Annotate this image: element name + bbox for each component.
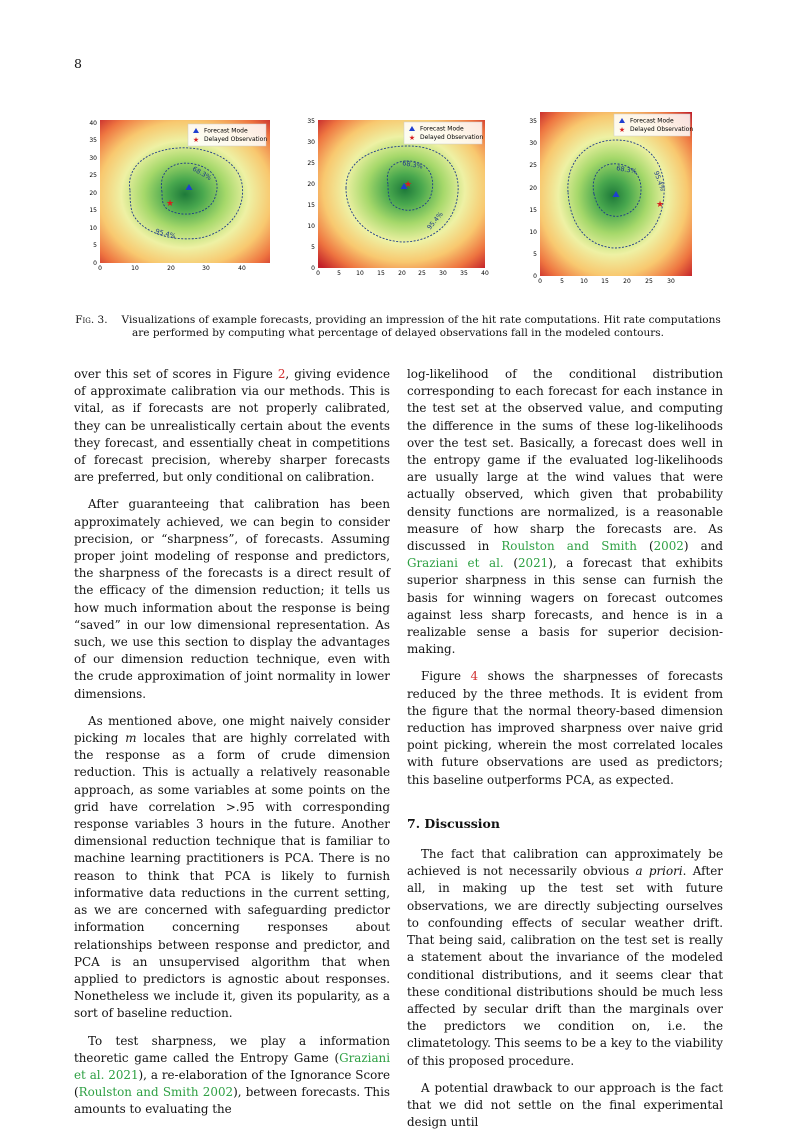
y-tick: 15 xyxy=(89,207,97,214)
citation-link[interactable]: Roulston and Smith 2002 xyxy=(78,1085,234,1100)
figure-ref-link[interactable]: 4 xyxy=(470,669,479,684)
y-tick: 15 xyxy=(529,207,537,214)
contour-label-68: 68.3% xyxy=(191,164,213,183)
y-tick: 30 xyxy=(529,140,537,147)
legend-observation-icon: ★ xyxy=(192,136,200,144)
y-tick: 35 xyxy=(307,118,315,125)
x-tick: 40 xyxy=(481,270,489,277)
text-run: ), a forecast that exhibits superior sharpness in this sense can furnish the basis for winning wagers on forecast outcomes against less sharp forecasts, and hence is in a realizable sense a basis for superior decision-making. xyxy=(407,556,724,657)
math-var: m xyxy=(125,731,137,746)
x-tick: 30 xyxy=(439,270,447,277)
text-run: As mentioned above, one might naively consider picking xyxy=(74,713,390,746)
text-run: , giving evidence of approximate calibration via our methods. This is vital, as if forecasts are not properly calibrated, they can be unrealistically certain about the events they forecast, and essentially cheat in competitions of forecast precision, whereby sharper forecasts are preferred, but only conditional on calibration. xyxy=(74,367,390,485)
y-tick: 30 xyxy=(307,139,315,146)
contour-label-95: 95.4% xyxy=(652,169,667,193)
paragraph: A potential drawback to our approach is the fact that we did not settle on the final experimental design until xyxy=(407,1080,723,1130)
page-number: 8 xyxy=(74,56,82,71)
heatmap-plot xyxy=(307,118,489,277)
figure-label: Fig. 3. xyxy=(75,314,108,326)
y-tick: 30 xyxy=(89,155,97,162)
text-run: Figure xyxy=(421,669,471,684)
x-axis xyxy=(538,278,675,285)
citation-link[interactable]: 2002 xyxy=(653,539,684,554)
y-tick: 40 xyxy=(89,120,97,127)
x-tick: 25 xyxy=(418,270,426,277)
y-axis xyxy=(307,118,315,272)
x-tick: 35 xyxy=(460,270,468,277)
left-column xyxy=(74,366,390,1129)
emphasis: a priori xyxy=(635,864,683,879)
y-tick: 5 xyxy=(93,242,97,249)
legend-forecast-label: Forecast Mode xyxy=(204,127,248,135)
paragraph xyxy=(74,1033,390,1119)
y-tick: 20 xyxy=(307,181,315,188)
x-tick: 10 xyxy=(356,270,364,277)
x-tick: 20 xyxy=(167,265,175,272)
right-column xyxy=(407,366,723,1141)
x-tick: 10 xyxy=(131,265,139,272)
contour-label-95: 95.4% xyxy=(425,210,445,232)
delayed-observation-marker: ★ xyxy=(655,200,665,210)
figure-panel-right xyxy=(529,112,694,285)
figure-ref-link[interactable]: 2 xyxy=(277,367,286,381)
y-tick: 35 xyxy=(529,118,537,125)
x-tick: 25 xyxy=(645,278,653,285)
y-tick: 20 xyxy=(89,190,97,197)
paragraph: After guaranteeing that calibration has been approximately achieved, we can begin to consider precision, or “sharpness”, of forecasts. Assuming proper joint modeling of response and predictors, the sharpness of the forecasts is a direct result of the efficacy of the dimension reduction; it tells us how much information about the response is being “saved” in our low dimensional representation. As such, we use this section to display the advantages of our dimension reduction technique, even with the crude approximation of joint normality in lower dimensions. xyxy=(74,497,390,701)
legend-observation-icon: ★ xyxy=(618,126,626,134)
figure-caption xyxy=(74,314,722,340)
y-axis xyxy=(529,118,537,280)
caption-text: Visualizations of example forecasts, providing an impression of the hit rate computations. Hit rate computations are performed by computing what percentage of delayed observations fall in the modeled contours. xyxy=(121,314,721,339)
y-tick: 5 xyxy=(533,251,537,258)
y-tick: 10 xyxy=(307,223,315,230)
delayed-observation-marker: ★ xyxy=(165,199,175,209)
text-run: shows the sharpnesses of forecasts reduced by the three methods. It is evident from the figure that the normal theory-based dimension reduction has improved sharpness over naive grid point picking, wherein the most correlated locales with future observations are used as predictors; this baseline outperforms PCA, as expected. xyxy=(407,669,724,787)
citation-link[interactable]: Graziani et al. xyxy=(407,556,504,571)
paragraph xyxy=(74,713,390,1023)
y-tick: 20 xyxy=(529,185,537,192)
x-tick: 20 xyxy=(623,278,631,285)
y-tick: 25 xyxy=(529,162,537,169)
text-run: ( xyxy=(503,556,518,571)
x-tick: 15 xyxy=(377,270,385,277)
y-tick: 0 xyxy=(93,260,97,267)
y-tick: 0 xyxy=(311,265,315,272)
text-run: The fact that calibration can approximately be achieved is not necessarily obvious xyxy=(407,847,723,879)
x-tick: 5 xyxy=(560,278,564,285)
text-run: ( xyxy=(636,539,654,554)
x-tick: 0 xyxy=(98,265,102,272)
text-run: ) and xyxy=(683,539,723,554)
legend-forecast-label: Forecast Mode xyxy=(420,125,464,133)
legend-observation-icon: ★ xyxy=(408,134,416,142)
text-run: To test sharpness, we play a information theoretic game called the Entropy Game ( xyxy=(74,1033,390,1065)
y-tick: 10 xyxy=(89,225,97,232)
y-axis xyxy=(89,120,97,267)
heatmap-plot xyxy=(89,120,270,272)
text-run: locales that are highly correlated with the response as a form of crude dimension reduction. This is actually a relatively reasonable approach, as some variables at some points on the grid have correlation >.95 with corresponding response variables 3 hours in the future. Another dimensional reduction technique that is familiar to machine learning practitioners is PCA. There is no reason to think that PCA is likely to furnish informative data reductions in the current setting, as we are concerned with safeguarding predictor information concerning responses about relationships between response and predictor, and PCA is an unsupervised algorithm that when applied to predictors is agnostic about responses. Nonetheless we include it, given its popularity, as a sort of baseline reduction. xyxy=(74,731,390,1021)
text-run: ), a re-elaboration of the Ignorance Score ( xyxy=(74,1067,390,1100)
delayed-observation-marker: ★ xyxy=(403,180,413,190)
x-tick: 0 xyxy=(538,278,542,285)
x-tick: 10 xyxy=(580,278,588,285)
section-heading: 7. Discussion xyxy=(407,815,500,831)
text-run: log-likelihood of the conditional distribution corresponding to each forecast for each instance in the test set at the observed value, and computing the difference in the sums of these log-likelihoods over the test set. Basically, a forecast does well in the entropy game if the evaluated log-likelihoods are usually large at the wind values that were actually observed, which given that probability density functions are normalized, is a reasonable measure of how sharp the forecasts are. As discussed in xyxy=(407,367,723,554)
y-tick: 5 xyxy=(311,244,315,251)
x-axis xyxy=(316,270,489,277)
y-tick: 10 xyxy=(529,229,537,236)
y-tick: 25 xyxy=(89,172,97,179)
legend-forecast-label: Forecast Mode xyxy=(630,117,674,125)
x-tick: 0 xyxy=(316,270,320,277)
y-tick: 35 xyxy=(89,137,97,144)
x-tick: 30 xyxy=(202,265,210,272)
y-tick: 15 xyxy=(307,202,315,209)
figure-panel-middle xyxy=(307,118,489,277)
paragraph xyxy=(407,846,723,1070)
heatmap-plot xyxy=(529,112,694,285)
contour-label-68: 68.3% xyxy=(615,164,638,176)
contour-label-68: 68.3% xyxy=(401,159,424,171)
contour-label-95: 95.4% xyxy=(154,227,177,241)
y-tick: 0 xyxy=(533,273,537,280)
paragraph xyxy=(407,668,723,788)
text-run: over this set of scores in Figure xyxy=(74,367,278,381)
x-tick: 30 xyxy=(667,278,675,285)
text-run: . After all, in making up the test set with future observations, we are directly subjecting ourselves to confounding effects of secular weather drift. That being said, calibration on the test set is really a statement about the invariance of the modeled conditional distributions, and it seems clear that these conditional distributions should be much less affected by secular drift than the marginals over the predictors we condition on, i.e. the climatetology. This seems to be a key to the viability of this proposed procedure. xyxy=(407,864,723,1068)
paragraph xyxy=(74,366,390,486)
citation-link[interactable]: 2021 xyxy=(517,556,549,571)
x-tick: 5 xyxy=(337,270,341,277)
x-axis xyxy=(98,265,246,272)
x-tick: 20 xyxy=(398,270,406,277)
paragraph xyxy=(407,366,723,658)
citation-link[interactable]: Roulston and Smith xyxy=(501,539,637,554)
citation-link[interactable]: Graziani et al. 2021 xyxy=(74,1050,390,1082)
text-run: ), between forecasts. This amounts to evaluating the xyxy=(74,1085,390,1117)
x-tick: 15 xyxy=(601,278,609,285)
y-tick: 25 xyxy=(307,160,315,167)
legend-observation-label: Delayed Observation xyxy=(420,134,484,141)
x-tick: 40 xyxy=(238,265,246,272)
legend-observation-label: Delayed Observation xyxy=(630,126,694,133)
figure-panel-left xyxy=(89,120,270,272)
legend-observation-label: Delayed Observation xyxy=(204,136,268,143)
